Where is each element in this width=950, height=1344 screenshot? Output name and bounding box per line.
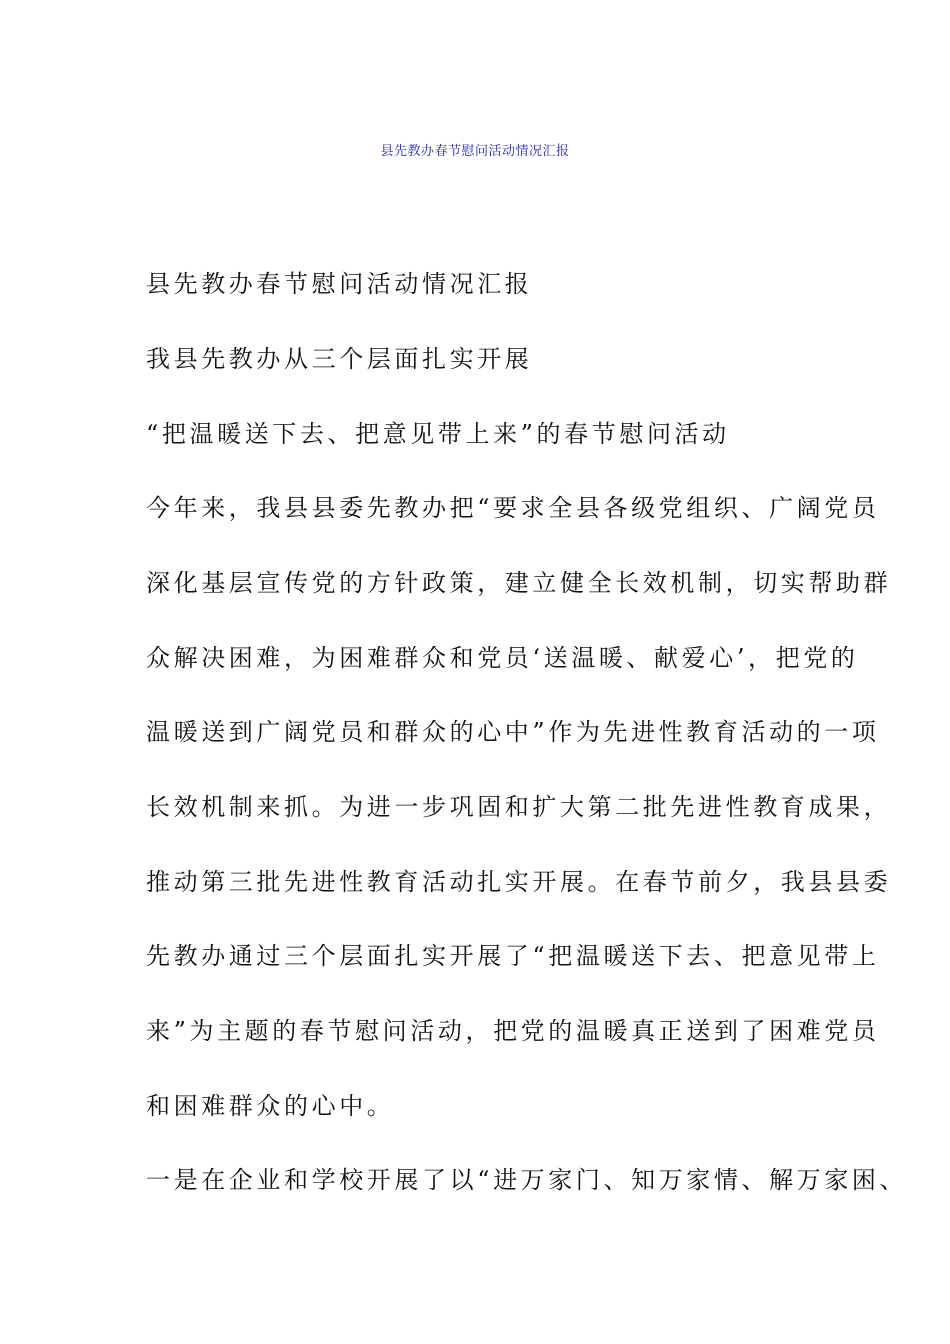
paragraph-line: 众解决困难，为困难群众和党员‘送温暖、献爱心’，把党的 bbox=[146, 644, 859, 672]
paragraph-line: “把温暖送下去、把意见带上来”的春节慰问活动 bbox=[146, 420, 730, 448]
paragraph-line: 推动第三批先进性教育活动扎实开展。在春节前夕，我县县委 bbox=[146, 868, 892, 896]
paragraph-line: 温暖送到广阔党员和群众的心中”作为先进性教育活动的一项 bbox=[146, 718, 880, 746]
paragraph-line: 来”为主题的春节慰问活动，把党的温暖真正送到了困难党员 bbox=[146, 1017, 880, 1045]
paragraph-line: 长效机制来抓。为进一步巩固和扩大第二批先进性教育成果， bbox=[146, 793, 892, 821]
paragraph-line: 深化基层宣传党的方针政策，建立健全长效机制，切实帮助群 bbox=[146, 569, 892, 597]
paragraph-line: 和困难群众的心中。 bbox=[146, 1092, 395, 1120]
document-title: 县先教办春节慰问活动情况汇报 bbox=[380, 144, 570, 159]
paragraph-line: 今年来，我县县委先教办把“要求全县各级党组织、广阔党员 bbox=[146, 494, 880, 522]
paragraph-line: 我县先教办从三个层面扎实开展 bbox=[146, 345, 533, 373]
paragraph-line: 先教办通过三个层面扎实开展了“把温暖送下去、把意见带上 bbox=[146, 942, 880, 970]
paragraph-line: 一是在企业和学校开展了以“进万家门、知万家情、解万家困、 bbox=[146, 1166, 908, 1194]
paragraph-line: 县先教办春节慰问活动情况汇报 bbox=[146, 270, 533, 298]
